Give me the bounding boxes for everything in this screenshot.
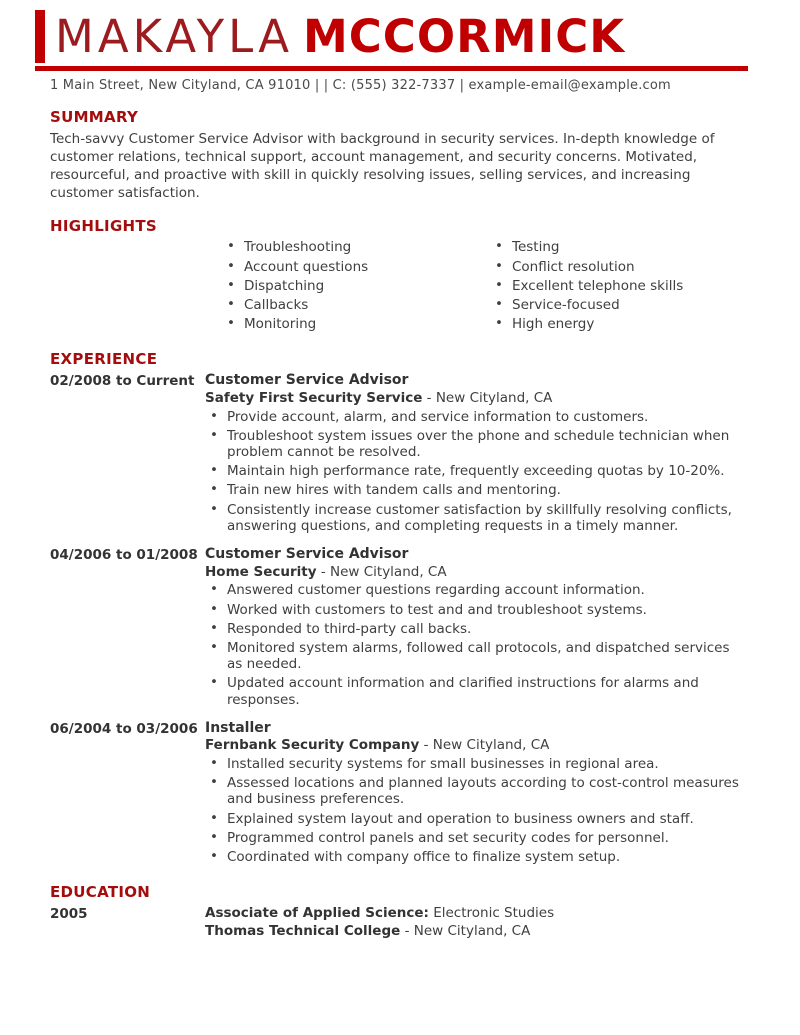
job-bullet: • Updated account information and clarified instructions for alarms and responses. [205,675,748,707]
job-company-line [205,737,748,754]
education-entry [50,905,748,941]
highlight-item: • Testing [490,239,683,255]
job-location: - New Cityland, CA [316,563,447,580]
job-entry [50,720,748,869]
header-rule [35,66,748,71]
job-company: Safety First Security Service [205,389,423,406]
job-title: Customer Service Advisor [205,372,409,389]
highlights-column-1 [222,239,490,335]
job-bullet: • Train new hires with tandem calls and mentoring. [205,482,748,498]
name-row [35,10,748,63]
job-title: Installer [205,719,271,736]
job-bullet: • Monitored system alarms, followed call protocols, and dispatched services as needed. [205,640,748,672]
job-bullet: • Maintain high performance rate, frequently exceeding quotas by 10-20%. [205,463,748,479]
highlight-item: • Service-focused [490,297,683,313]
job-body [205,546,748,711]
job-company-line [205,564,748,581]
job-bullets [205,409,748,534]
job-bullet: • Coordinated with company office to finalize system setup. [205,849,748,865]
job-bullet: • Installed security systems for small businesses in regional area. [205,756,748,772]
job-entry [50,372,748,537]
job-company: Fernbank Security Company [205,737,420,754]
summary-text: Tech-savvy Customer Service Advisor with background in security services. In-depth knowledge of customer relations, technical support, account management, and security concerns. Motivated, resourceful, and proactive with skill in quickly resolving issues, selling services, and increasing customer satisfaction. [50,131,715,202]
job-bullet: • Explained system layout and operation to business owners and staff. [205,811,748,827]
job-bullet: • Worked with customers to test and and troubleshoot systems. [205,602,748,618]
job-entry [50,546,748,711]
job-location: - New Cityland, CA [419,737,550,754]
header [50,10,748,93]
job-company-line [205,390,748,407]
job-body [205,720,748,869]
highlights-column-2 [490,239,683,335]
last-name: MCCORMICK [303,10,626,63]
job-dates: 02/2008 to Current [50,373,195,390]
highlights-heading: HIGHLIGHTS [50,217,158,236]
highlight-item: • Monitoring [222,316,490,332]
experience-section [50,350,748,868]
experience-heading: EXPERIENCE [50,350,158,369]
education-school-location: - New Cityland, CA [400,923,531,940]
summary-section [50,108,748,202]
education-body [205,905,748,941]
education-degree: Associate of Applied Science: [205,905,429,922]
highlight-item: • Account questions [222,259,490,275]
job-dates: 04/2006 to 01/2008 [50,547,198,564]
highlight-item: • High energy [490,316,683,332]
job-bullet: • Provide account, alarm, and service information to customers. [205,409,748,425]
contact-line: 1 Main Street, New Cityland, CA 91010 | | C: (555) 322-7337 | example-email@example.com [50,78,671,94]
job-bullet: • Answered customer questions regarding account information. [205,582,748,598]
first-name: MAKAYLA [55,10,293,63]
education-section [50,883,748,941]
job-company: Home Security [205,563,317,580]
job-bullets [205,582,748,707]
highlights-section [50,217,748,335]
job-dates: 06/2004 to 03/2006 [50,720,198,737]
job-bullets [205,756,748,865]
highlight-item: • Conflict resolution [490,259,683,275]
highlight-item: • Dispatching [222,278,490,294]
accent-bar [35,10,45,63]
education-school-line [205,923,748,941]
job-bullet: • Troubleshoot system issues over the phone and schedule technician when problem cannot be resolved. [205,428,748,460]
education-year: 2005 [50,906,88,923]
job-bullet: • Assessed locations and planned layouts according to cost-control measures and business preferences. [205,775,748,807]
education-field: Electronic Studies [428,905,555,922]
job-location: - New Cityland, CA [422,389,553,406]
candidate-name [55,10,625,63]
highlight-item: • Troubleshooting [222,239,490,255]
education-school: Thomas Technical College [205,923,401,940]
job-bullet: • Responded to third-party call backs. [205,621,748,637]
job-bullet: • Consistently increase customer satisfaction by skillfully resolving conflicts, answering questions, and completing requests in a timely manner. [205,502,748,534]
job-title: Customer Service Advisor [205,546,409,563]
highlight-item: • Excellent telephone skills [490,278,683,294]
highlight-item: • Callbacks [222,297,490,313]
education-heading: EDUCATION [50,883,151,902]
job-body [205,372,748,537]
education-degree-line [205,905,748,923]
highlights-columns [222,239,748,335]
summary-heading: SUMMARY [50,108,139,127]
job-bullet: • Programmed control panels and set security codes for personnel. [205,830,748,846]
